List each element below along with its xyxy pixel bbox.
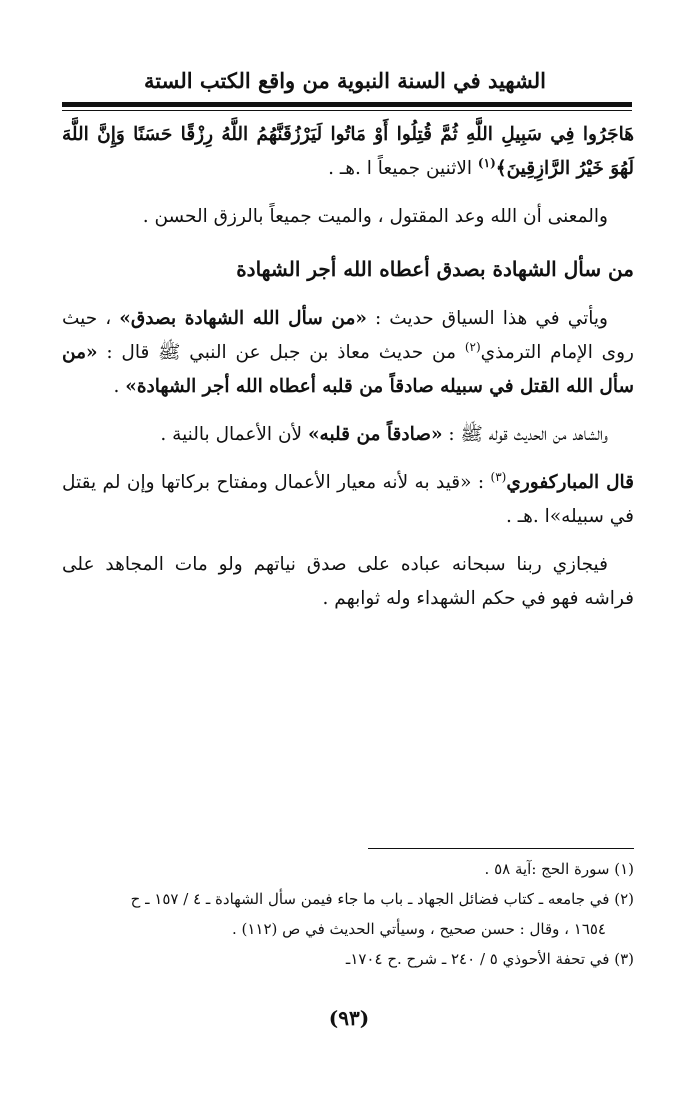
running-header: الشهيد في السنة النبوية من واقع الكتب الستة	[144, 68, 546, 93]
meaning-paragraph: والمعنى أن الله وعد المقتول ، والميت جميعاً بالرزق الحسن .	[142, 206, 608, 227]
verse-conclusion: الاثنين جميعاً ا .هـ .	[328, 158, 478, 179]
conclusion-paragraph: فيجازي ربنا سبحانه عباده على صدق نياتهم ولو مات المجاهد على فراشه فهو في حكم الشهداء وله ثوابهم .	[62, 554, 634, 609]
hadith-paragraph	[62, 302, 634, 404]
evidence-reason: لأن الأعمال بالنية .	[160, 424, 308, 445]
footnote-ref-2: (٢)	[464, 339, 481, 354]
scholar-quote: : «قيد به لأنه معيار الأعمال ومفتاح بركاتها وإن لم يقتل في سبيله»ا .هـ .	[62, 472, 634, 527]
header-rule-thin	[62, 110, 632, 111]
evidence-paragraph	[62, 418, 634, 452]
hadith-intro: ويأتي في هذا السياق حديث :	[366, 308, 608, 329]
evidence-quote: «صادقاً من قلبه»	[307, 424, 443, 445]
footnote-ref-1: (١)	[477, 155, 496, 170]
footnote-2: (٢) في جامعه ـ كتاب فضائل الجهاد ـ باب ما جاء فيمن سأل الشهادة ـ ٤ / ١٥٧ ـ ح	[130, 890, 634, 908]
section-heading: من سأل الشهادة بصدق أعطاه الله أجر الشهادة	[236, 257, 634, 281]
scholar-name: قال المباركفوري	[506, 472, 634, 493]
page-number: (٩٣)	[328, 1006, 370, 1030]
quran-verse-text: هَاجَرُوا فِي سَبِيلِ اللَّهِ ثُمَّ قُتِلُوا أَوْ مَاتُوا لَيَرْزُقَنَّهُمُ اللَّهُ رِزْقًا حَسَنًا وَإِنَّ اللَّهَ لَهُوَ خَيْرُ الرَّازِقِينَ﴾	[62, 124, 634, 179]
quran-verse-paragraph	[62, 118, 634, 186]
hadith-narration-intro: ، حيث روى الإمام الترمذي	[62, 308, 634, 363]
mubarakfuri-paragraph	[62, 466, 634, 534]
footnote-3: (٣) في تحفة الأحوذي ٥ / ٢٤٠ ـ شرح .ح ١٧٠٤ـ	[345, 950, 634, 968]
hadith-title-quote: «من سأل الله الشهادة بصدق»	[119, 308, 367, 329]
footnote-ref-3: (٣)	[490, 469, 507, 484]
header-rule-thick	[62, 102, 632, 107]
footnote-2-continued: ١٦٥٤ ، وقال : حسن صحيح ، وسيأتي الحديث في ص (١١٢) .	[231, 920, 606, 938]
hadith-text-quote: «من سأل الله القتل في سبيله صادقاً من قلبه أعطاه الله أجر الشهادة»	[62, 342, 634, 397]
footnote-separator	[368, 848, 634, 849]
footnote-1: (١) سورة الحج :آية ٥٨ .	[484, 860, 634, 878]
evidence-intro: والشاهد من الحديث قوله ﷺ :	[442, 424, 608, 445]
footnotes	[62, 854, 634, 974]
main-text	[62, 118, 634, 616]
hadith-chain: من حديث معاذ بن جبل عن النبي ﷺ قال :	[97, 342, 465, 363]
hadith-end: .	[113, 376, 126, 397]
